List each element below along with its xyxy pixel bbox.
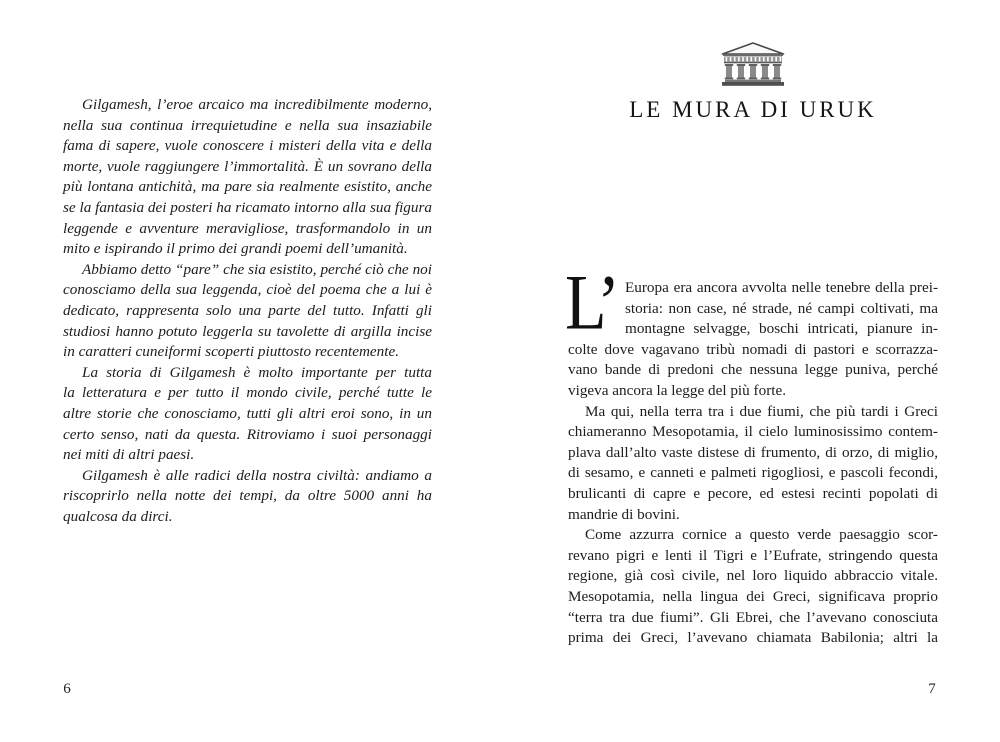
text-line: “terra tra due fiumi”. Gli Ebrei, che l’avevano conosciuta bbox=[568, 608, 938, 626]
text-line: in caratteri cuneiformi scoperti piuttosto recentemente. bbox=[63, 343, 400, 361]
text-line: morte, vuole raggiungere l’immortalità. È un sovrano della bbox=[63, 157, 432, 175]
paragraph bbox=[63, 363, 432, 466]
text-line: mito e ispirando il primo dei grandi poemi dell’umanità. bbox=[63, 240, 408, 258]
text-line: più lontana antichità, ma pare sia realmente esistito, anche bbox=[63, 178, 432, 196]
text-line: Abbiamo detto “pare” che sia esistito, perché ciò che noi bbox=[82, 260, 432, 278]
paragraph bbox=[568, 525, 938, 649]
text-line: brulicanti di capre e pecore, ed estesi recinti popolati di bbox=[568, 484, 938, 502]
text-line: vigeva ancora la legge del più forte. bbox=[568, 381, 787, 399]
paragraph bbox=[63, 466, 432, 528]
text-line: Come azzurra cornice a questo verde paesaggio scor- bbox=[585, 526, 938, 544]
text-line: la letteratura e per tutto il mondo civile, perché tutte le bbox=[63, 384, 432, 402]
text-line: nei miti di altri paesi. bbox=[63, 446, 195, 464]
text-line: fama di sapere, vuole conoscere i misteri della vita e della bbox=[63, 137, 432, 155]
text-line: qualcosa da dirci. bbox=[63, 507, 173, 525]
page-number-right: 7 bbox=[928, 681, 936, 697]
text-line: Europa era ancora avvolta nelle tenebre della prei- bbox=[625, 279, 938, 296]
text-line: chiameranno Mesopotamia, il cielo luminosissimo contem- bbox=[568, 423, 938, 441]
temple-base bbox=[722, 82, 784, 86]
text-line: se la fantasia dei posteri ha ricamato intorno alla sua figura bbox=[63, 198, 432, 216]
text-line: regione, già così civile, nel loro liquido abbraccio vitale. bbox=[568, 567, 938, 585]
text-line: studiosi hanno potuto leggerla su tavolette di argilla incise bbox=[63, 322, 432, 340]
text-line: prima dei Greci, l’avevano chiamata Babilonia; altri la bbox=[568, 629, 938, 647]
text-line: colte dove vagavano tribù nomadi di pastori e scorrazza- bbox=[568, 340, 938, 358]
text-line: Ma qui, nella terra tra i due fiumi, che più tardi i Greci bbox=[585, 402, 938, 420]
temple-dentil-band bbox=[724, 56, 782, 62]
temple-stylobate bbox=[725, 80, 781, 82]
text-line: vano bande di predoni che nessuna legge puniva, perché bbox=[568, 361, 938, 379]
text-line: leggende e avventure meravigliose, trasformandolo in un bbox=[63, 219, 432, 237]
page-number-left: 6 bbox=[63, 681, 71, 697]
text-line: mandrie di bovini. bbox=[568, 505, 680, 523]
text-line: Mesopotamia, nella lingua dei Greci, significava proprio bbox=[568, 587, 938, 605]
drop-cap: L’ bbox=[565, 258, 617, 346]
text-line: certo senso, nati da questa. Ritroviamo i suoi personaggi bbox=[63, 425, 432, 443]
text-line: Gilgamesh è alle radici della nostra civiltà: andiamo a bbox=[82, 466, 432, 484]
chapter-header bbox=[568, 42, 938, 87]
right-text-block bbox=[568, 278, 938, 649]
text-line: Gilgamesh, l’eroe arcaico ma incredibilmente moderno, bbox=[82, 96, 432, 113]
temple-icon bbox=[721, 42, 785, 87]
temple-pediment bbox=[723, 43, 784, 54]
left-text-block bbox=[63, 95, 432, 527]
text-line: riscoprirlo nella notte dei tempi, da oltre 5000 anni ha bbox=[63, 487, 432, 505]
text-line: La storia di Gilgamesh è molto importante per tutta bbox=[82, 363, 432, 381]
text-line: revano pigri e lenti il Tigri e l’Eufrate, stringendo questa bbox=[568, 546, 938, 564]
text-line: conosciamo della sua leggenda, cioè del poema che a lui è bbox=[63, 281, 432, 299]
paragraph bbox=[568, 278, 938, 402]
text-line: dedicato, rappresenta solo una parte del tutto. Infatti gli bbox=[63, 301, 432, 319]
text-line: di sesamo, e canneti e palmeti rigogliosi, e pascoli fecondi, bbox=[568, 464, 938, 482]
paragraph bbox=[568, 402, 938, 526]
temple-columns bbox=[725, 64, 781, 79]
text-line: altre storie che conosciamo, tutti gli altri eroi sono, in un bbox=[63, 404, 432, 422]
chapter-title: LE MURA DI URUK bbox=[629, 97, 877, 122]
text-line: montagne selvagge, boschi intricati, pianure in- bbox=[625, 320, 938, 338]
text-line: nella sua continua irrequietudine e nella sua insaziabile bbox=[63, 116, 432, 134]
text-line: storia: non case, né strade, né campi coltivati, ma bbox=[625, 299, 938, 317]
text-line: plava dall’alto vaste distese di frumento, di orzo, di miglio, bbox=[568, 443, 938, 461]
paragraph bbox=[63, 95, 432, 260]
paragraph bbox=[63, 260, 432, 363]
